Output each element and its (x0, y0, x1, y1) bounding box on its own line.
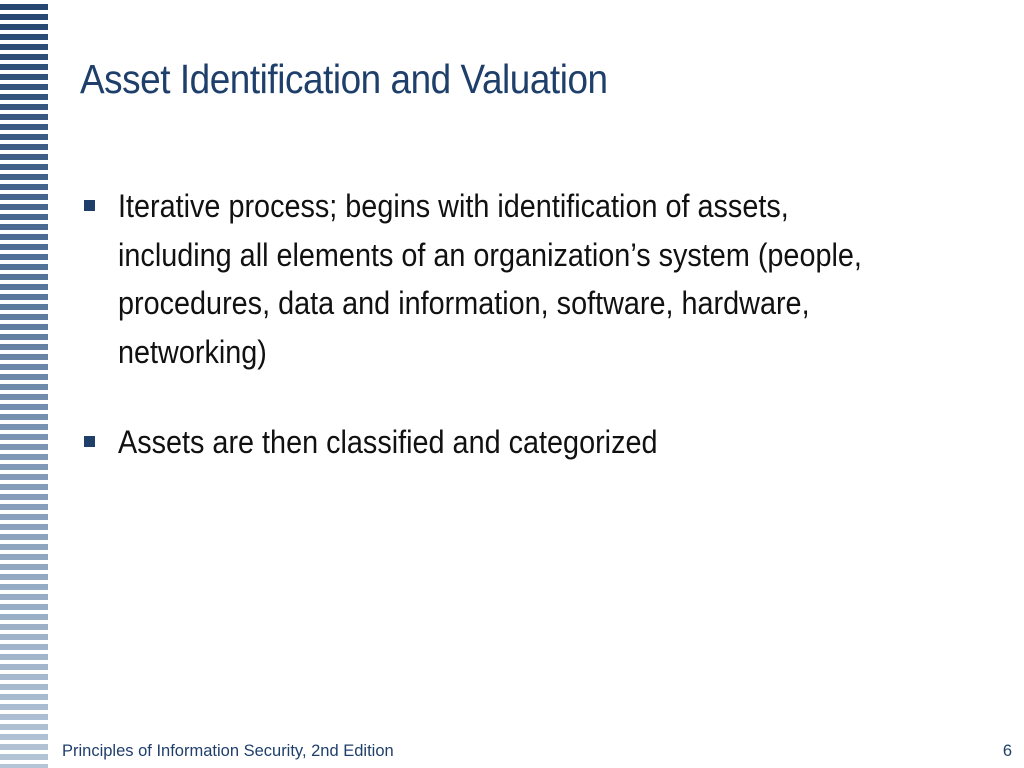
decorative-striped-band (0, 0, 52, 768)
footer-text: Principles of Information Security, 2nd Edition (62, 742, 394, 760)
page-number: 6 (1002, 742, 1012, 760)
square-bullet-icon (84, 436, 95, 447)
bullet-item (84, 418, 944, 467)
slide-title: Asset Identification and Valuation (80, 56, 608, 102)
square-bullet-icon (84, 200, 95, 211)
bullet-item (84, 182, 944, 376)
band-edge-divider (48, 0, 54, 768)
bullet-list (84, 182, 944, 509)
bullet-text: Assets are then classified and categorized (118, 424, 658, 460)
bullet-text: Iterative process; begins with identification of assets, including all elements of an organization’s system (people, procedures, data and information, software, hardware, networking) (118, 188, 862, 370)
